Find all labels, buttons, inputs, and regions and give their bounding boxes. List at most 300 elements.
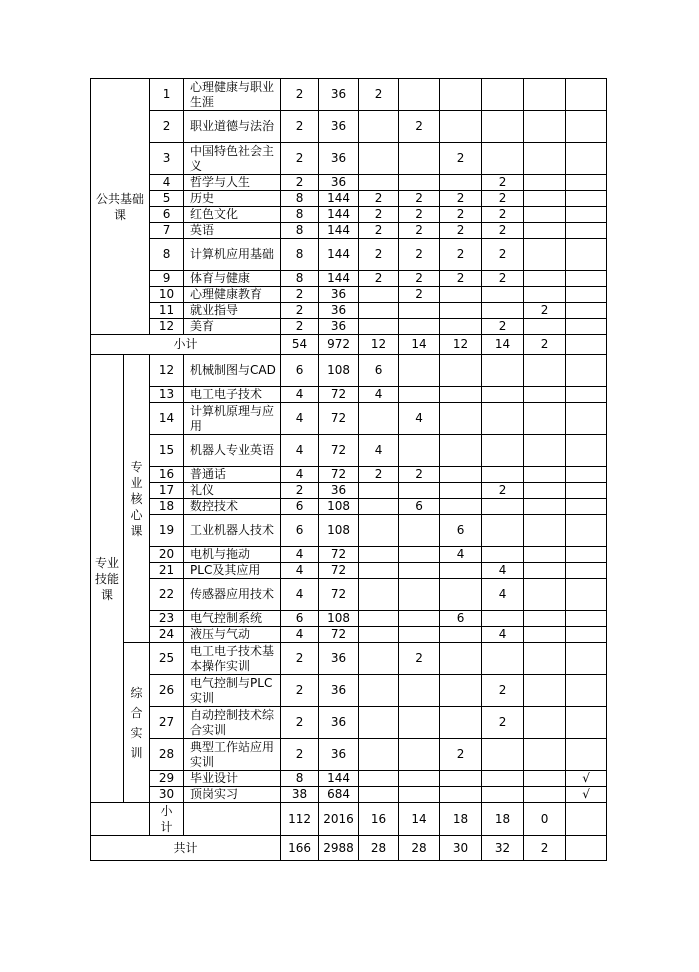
semester-2-hours: 2	[399, 643, 440, 675]
semester-6-hours	[566, 387, 607, 403]
curriculum-table-body	[91, 79, 607, 861]
course-hours: 108	[319, 499, 359, 515]
course-credit: 2	[281, 739, 319, 771]
total-semester-3: 12	[440, 335, 482, 355]
semester-5-hours	[524, 515, 566, 547]
semester-5-hours	[524, 611, 566, 627]
semester-6-hours: √	[566, 787, 607, 803]
semester-5-hours: 2	[524, 303, 566, 319]
table-row	[91, 787, 607, 803]
course-hours: 36	[319, 483, 359, 499]
course-number: 19	[150, 515, 184, 547]
semester-3-hours	[440, 355, 482, 387]
semester-3-hours: 6	[440, 515, 482, 547]
table-row	[91, 643, 607, 675]
semester-2-hours	[399, 515, 440, 547]
course-name: 电气控制系统	[184, 611, 281, 627]
semester-5-hours	[524, 643, 566, 675]
semester-4-hours	[482, 787, 524, 803]
semester-3-hours	[440, 483, 482, 499]
semester-4-hours: 2	[482, 675, 524, 707]
course-credit: 2	[281, 707, 319, 739]
semester-4-hours	[482, 143, 524, 175]
semester-4-hours	[482, 303, 524, 319]
semester-1-hours	[359, 771, 399, 787]
semester-6-hours	[566, 355, 607, 387]
course-hours: 36	[319, 287, 359, 303]
total-credit: 112	[281, 803, 319, 836]
empty-cell	[91, 803, 150, 836]
course-credit: 2	[281, 287, 319, 303]
course-hours: 72	[319, 547, 359, 563]
table-row	[91, 739, 607, 771]
course-name: 红色文化	[184, 207, 281, 223]
course-number: 25	[150, 643, 184, 675]
course-number: 6	[150, 207, 184, 223]
semester-2-hours: 2	[399, 207, 440, 223]
course-credit: 6	[281, 611, 319, 627]
semester-5-hours	[524, 499, 566, 515]
section-label-public-basic: 公共基础课	[91, 79, 150, 335]
semester-5-hours	[524, 435, 566, 467]
course-credit: 6	[281, 515, 319, 547]
total-semester-1: 28	[359, 836, 399, 861]
total-semester-4: 14	[482, 335, 524, 355]
total-semester-5: 2	[524, 335, 566, 355]
semester-5-hours	[524, 175, 566, 191]
semester-3-hours: 4	[440, 547, 482, 563]
semester-1-hours: 2	[359, 191, 399, 207]
course-name: 普通话	[184, 467, 281, 483]
course-credit: 4	[281, 547, 319, 563]
semester-3-hours	[440, 563, 482, 579]
total-semester-2: 14	[399, 803, 440, 836]
semester-3-hours: 6	[440, 611, 482, 627]
semester-6-hours	[566, 239, 607, 271]
semester-2-hours	[399, 627, 440, 643]
course-name: 心理健康教育	[184, 287, 281, 303]
course-credit: 8	[281, 223, 319, 239]
course-number: 9	[150, 271, 184, 287]
course-number: 8	[150, 239, 184, 271]
semester-3-hours	[440, 771, 482, 787]
semester-4-hours	[482, 515, 524, 547]
course-hours: 36	[319, 319, 359, 335]
semester-2-hours	[399, 79, 440, 111]
semester-6-hours	[566, 643, 607, 675]
course-name: 体育与健康	[184, 271, 281, 287]
course-name: 计算机原理与应用	[184, 403, 281, 435]
semester-6-hours	[566, 111, 607, 143]
semester-6-hours	[566, 207, 607, 223]
course-hours: 108	[319, 355, 359, 387]
course-hours: 72	[319, 627, 359, 643]
course-hours: 144	[319, 223, 359, 239]
subtotal-row	[91, 803, 607, 836]
course-name: 顶岗实习	[184, 787, 281, 803]
semester-1-hours	[359, 579, 399, 611]
semester-1-hours	[359, 483, 399, 499]
semester-6-hours	[566, 499, 607, 515]
course-name: 历史	[184, 191, 281, 207]
course-hours: 144	[319, 771, 359, 787]
total-semester-4: 18	[482, 803, 524, 836]
course-number: 28	[150, 739, 184, 771]
total-semester-1: 12	[359, 335, 399, 355]
course-name: 数控技术	[184, 499, 281, 515]
semester-2-hours	[399, 547, 440, 563]
semester-3-hours	[440, 627, 482, 643]
semester-4-hours	[482, 643, 524, 675]
table-row	[91, 387, 607, 403]
course-number: 13	[150, 387, 184, 403]
course-hours: 36	[319, 111, 359, 143]
course-hours: 36	[319, 675, 359, 707]
semester-2-hours	[399, 787, 440, 803]
semester-1-hours	[359, 627, 399, 643]
total-semester-3: 18	[440, 803, 482, 836]
table-row	[91, 563, 607, 579]
table-row	[91, 403, 607, 435]
total-hours: 972	[319, 335, 359, 355]
semester-4-hours: 4	[482, 579, 524, 611]
course-name: 电气控制与PLC实训	[184, 675, 281, 707]
semester-5-hours	[524, 143, 566, 175]
semester-2-hours	[399, 435, 440, 467]
course-name: 机械制图与CAD	[184, 355, 281, 387]
semester-3-hours	[440, 303, 482, 319]
semester-5-hours	[524, 483, 566, 499]
semester-2-hours	[399, 483, 440, 499]
semester-1-hours	[359, 499, 399, 515]
section-label-practical: 综合实训	[124, 643, 150, 803]
semester-6-hours	[566, 579, 607, 611]
course-hours: 144	[319, 207, 359, 223]
course-hours: 144	[319, 239, 359, 271]
semester-1-hours	[359, 111, 399, 143]
course-name: 电工电子技术	[184, 387, 281, 403]
total-semester-5: 2	[524, 836, 566, 861]
total-semester-3: 30	[440, 836, 482, 861]
total-semester-6	[566, 803, 607, 836]
course-credit: 2	[281, 643, 319, 675]
semester-1-hours: 4	[359, 387, 399, 403]
semester-5-hours	[524, 271, 566, 287]
semester-2-hours	[399, 675, 440, 707]
semester-4-hours	[482, 739, 524, 771]
course-number: 17	[150, 483, 184, 499]
course-number: 4	[150, 175, 184, 191]
semester-3-hours	[440, 579, 482, 611]
course-number: 15	[150, 435, 184, 467]
semester-3-hours: 2	[440, 143, 482, 175]
course-number: 26	[150, 675, 184, 707]
course-credit: 4	[281, 579, 319, 611]
semester-5-hours	[524, 787, 566, 803]
course-number: 29	[150, 771, 184, 787]
semester-2-hours: 2	[399, 239, 440, 271]
grand-total-row	[91, 836, 607, 861]
semester-2-hours	[399, 175, 440, 191]
table-row	[91, 579, 607, 611]
course-name: 心理健康与职业生涯	[184, 79, 281, 111]
course-number: 11	[150, 303, 184, 319]
course-name: 就业指导	[184, 303, 281, 319]
table-row	[91, 547, 607, 563]
course-number: 1	[150, 79, 184, 111]
semester-4-hours	[482, 435, 524, 467]
semester-2-hours: 4	[399, 403, 440, 435]
course-name: 中国特色社会主义	[184, 143, 281, 175]
total-credit: 54	[281, 335, 319, 355]
semester-3-hours	[440, 287, 482, 303]
semester-2-hours	[399, 319, 440, 335]
course-credit: 2	[281, 79, 319, 111]
table-row	[91, 319, 607, 335]
course-number: 3	[150, 143, 184, 175]
semester-3-hours	[440, 79, 482, 111]
semester-4-hours	[482, 79, 524, 111]
semester-6-hours	[566, 627, 607, 643]
semester-1-hours: 6	[359, 355, 399, 387]
course-name: 电机与拖动	[184, 547, 281, 563]
semester-5-hours	[524, 111, 566, 143]
semester-4-hours: 2	[482, 319, 524, 335]
course-number: 7	[150, 223, 184, 239]
semester-2-hours	[399, 563, 440, 579]
course-number: 16	[150, 467, 184, 483]
course-name: 职业道德与法治	[184, 111, 281, 143]
semester-5-hours	[524, 563, 566, 579]
total-semester-1: 16	[359, 803, 399, 836]
semester-2-hours	[399, 143, 440, 175]
course-number: 14	[150, 403, 184, 435]
course-credit: 6	[281, 499, 319, 515]
section-label-professional: 专业技能课	[91, 355, 124, 803]
course-hours: 36	[319, 707, 359, 739]
semester-5-hours	[524, 387, 566, 403]
semester-5-hours	[524, 403, 566, 435]
course-hours: 72	[319, 387, 359, 403]
semester-1-hours	[359, 643, 399, 675]
table-row	[91, 515, 607, 547]
semester-4-hours: 2	[482, 175, 524, 191]
course-credit: 2	[281, 143, 319, 175]
semester-6-hours	[566, 319, 607, 335]
semester-5-hours	[524, 79, 566, 111]
semester-1-hours	[359, 403, 399, 435]
table-row	[91, 111, 607, 143]
course-hours: 36	[319, 79, 359, 111]
semester-2-hours	[399, 303, 440, 319]
course-number: 2	[150, 111, 184, 143]
table-row	[91, 79, 607, 111]
empty-cell	[184, 803, 281, 836]
semester-1-hours	[359, 303, 399, 319]
semester-6-hours	[566, 223, 607, 239]
semester-2-hours	[399, 579, 440, 611]
course-credit: 2	[281, 175, 319, 191]
grand-total-label: 共计	[91, 836, 281, 861]
course-name: 毕业设计	[184, 771, 281, 787]
course-credit: 8	[281, 271, 319, 287]
course-name: 美育	[184, 319, 281, 335]
semester-4-hours: 4	[482, 563, 524, 579]
course-hours: 36	[319, 739, 359, 771]
curriculum-table	[90, 78, 607, 861]
semester-1-hours: 2	[359, 271, 399, 287]
table-row	[91, 483, 607, 499]
course-number: 23	[150, 611, 184, 627]
semester-1-hours	[359, 739, 399, 771]
course-hours: 72	[319, 579, 359, 611]
semester-6-hours	[566, 675, 607, 707]
semester-5-hours	[524, 467, 566, 483]
table-row	[91, 239, 607, 271]
semester-2-hours: 2	[399, 191, 440, 207]
course-hours: 36	[319, 143, 359, 175]
semester-3-hours: 2	[440, 271, 482, 287]
semester-3-hours	[440, 675, 482, 707]
semester-1-hours	[359, 175, 399, 191]
semester-4-hours	[482, 355, 524, 387]
semester-2-hours: 2	[399, 223, 440, 239]
course-credit: 4	[281, 387, 319, 403]
total-hours: 2016	[319, 803, 359, 836]
semester-3-hours	[440, 435, 482, 467]
course-credit: 8	[281, 239, 319, 271]
semester-2-hours: 2	[399, 467, 440, 483]
semester-1-hours	[359, 563, 399, 579]
semester-6-hours	[566, 403, 607, 435]
semester-4-hours: 2	[482, 707, 524, 739]
table-row	[91, 467, 607, 483]
course-credit: 8	[281, 207, 319, 223]
course-hours: 72	[319, 403, 359, 435]
course-hours: 36	[319, 175, 359, 191]
course-hours: 108	[319, 515, 359, 547]
course-hours: 72	[319, 563, 359, 579]
semester-3-hours	[440, 499, 482, 515]
total-semester-2: 28	[399, 836, 440, 861]
subtotal-label: 小计	[91, 335, 281, 355]
semester-1-hours: 2	[359, 223, 399, 239]
course-hours: 36	[319, 303, 359, 319]
semester-1-hours	[359, 787, 399, 803]
semester-6-hours	[566, 467, 607, 483]
table-row	[91, 771, 607, 787]
semester-3-hours	[440, 467, 482, 483]
course-hours: 144	[319, 271, 359, 287]
semester-5-hours	[524, 579, 566, 611]
semester-4-hours	[482, 547, 524, 563]
semester-6-hours	[566, 303, 607, 319]
semester-3-hours: 2	[440, 239, 482, 271]
semester-3-hours	[440, 643, 482, 675]
total-hours: 2988	[319, 836, 359, 861]
semester-6-hours	[566, 483, 607, 499]
semester-4-hours: 4	[482, 627, 524, 643]
semester-4-hours: 2	[482, 483, 524, 499]
semester-4-hours: 2	[482, 271, 524, 287]
course-name: 液压与气动	[184, 627, 281, 643]
semester-5-hours	[524, 239, 566, 271]
table-row	[91, 355, 607, 387]
table-row	[91, 175, 607, 191]
semester-4-hours	[482, 111, 524, 143]
table-row	[91, 499, 607, 515]
semester-2-hours	[399, 739, 440, 771]
semester-1-hours: 2	[359, 467, 399, 483]
semester-5-hours	[524, 739, 566, 771]
semester-5-hours	[524, 547, 566, 563]
table-row	[91, 271, 607, 287]
semester-3-hours	[440, 403, 482, 435]
semester-4-hours	[482, 467, 524, 483]
course-credit: 2	[281, 111, 319, 143]
course-credit: 2	[281, 303, 319, 319]
semester-3-hours: 2	[440, 223, 482, 239]
course-credit: 2	[281, 675, 319, 707]
course-number: 12	[150, 355, 184, 387]
semester-5-hours	[524, 707, 566, 739]
semester-5-hours	[524, 287, 566, 303]
course-name: 电工电子技术基本操作实训	[184, 643, 281, 675]
course-name: 机器人专业英语	[184, 435, 281, 467]
semester-5-hours	[524, 207, 566, 223]
table-row	[91, 675, 607, 707]
semester-2-hours	[399, 387, 440, 403]
course-credit: 4	[281, 435, 319, 467]
semester-5-hours	[524, 355, 566, 387]
course-credit: 8	[281, 771, 319, 787]
semester-4-hours: 2	[482, 239, 524, 271]
semester-2-hours	[399, 355, 440, 387]
semester-2-hours	[399, 611, 440, 627]
semester-1-hours	[359, 319, 399, 335]
semester-3-hours	[440, 319, 482, 335]
course-credit: 2	[281, 319, 319, 335]
semester-3-hours	[440, 707, 482, 739]
course-hours: 72	[319, 467, 359, 483]
semester-2-hours	[399, 771, 440, 787]
semester-4-hours: 2	[482, 223, 524, 239]
semester-4-hours	[482, 387, 524, 403]
table-row	[91, 207, 607, 223]
course-credit: 38	[281, 787, 319, 803]
semester-3-hours: 2	[440, 739, 482, 771]
table-row	[91, 627, 607, 643]
total-semester-6	[566, 335, 607, 355]
total-semester-4: 32	[482, 836, 524, 861]
semester-2-hours: 2	[399, 287, 440, 303]
semester-5-hours	[524, 627, 566, 643]
course-number: 30	[150, 787, 184, 803]
course-credit: 4	[281, 563, 319, 579]
semester-5-hours	[524, 191, 566, 207]
semester-4-hours	[482, 771, 524, 787]
semester-1-hours	[359, 287, 399, 303]
semester-2-hours: 2	[399, 111, 440, 143]
course-number: 5	[150, 191, 184, 207]
course-hours: 684	[319, 787, 359, 803]
semester-1-hours	[359, 143, 399, 175]
course-credit: 4	[281, 467, 319, 483]
semester-1-hours	[359, 611, 399, 627]
semester-3-hours: 2	[440, 207, 482, 223]
course-name: 自动控制技术综合实训	[184, 707, 281, 739]
course-hours: 108	[319, 611, 359, 627]
